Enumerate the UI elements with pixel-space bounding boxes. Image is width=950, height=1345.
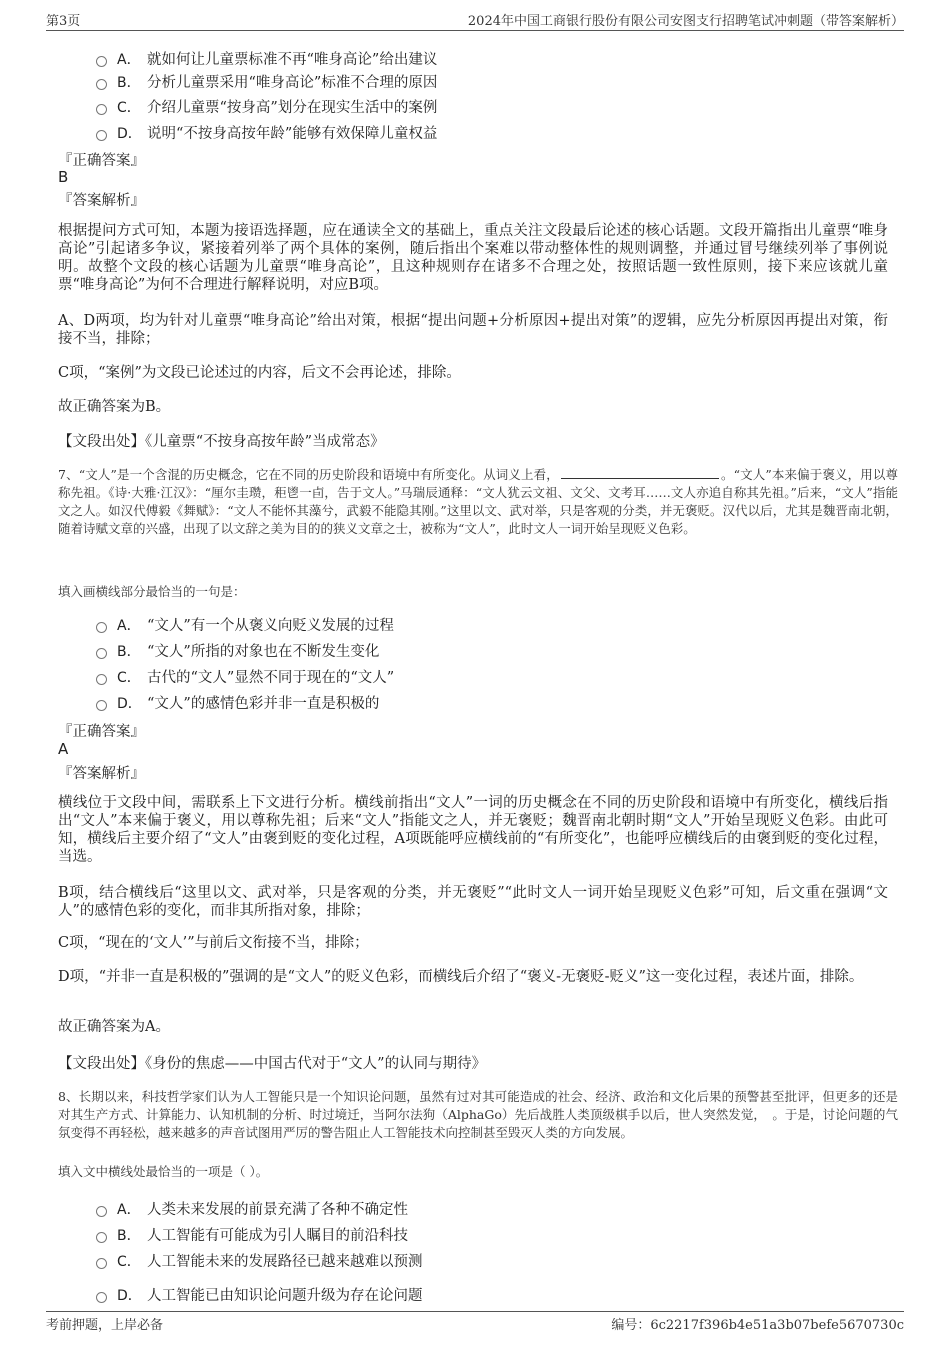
q6-analysis-paragraph: 根据提问方式可知，本题为接语选择题，应在通读全文的基础上，重点关注文段最后论述的核心话题。文段开篇指出儿童票“唯身高论”引起诸多争议，紧接着列举了两个具体的案例，随后指出个案难以带动整体性的规则调整，并通过冒号继续列举了事例说明。故整个文段的核心话题为儿童票“唯身高论”，且这种规则存在诸多不合理之处，按照话题一致性原则，接下来应该就儿童票“唯身高论”为何不合理进行解释说明，对应B项。 — [58, 223, 888, 293]
q6-analysis-label: 『答案解析』 — [58, 193, 145, 209]
document-title: 2024年中国工商银行股份有限公司安图支行招聘笔试冲刺题（带答案解析） — [467, 14, 904, 29]
q7-option-d[interactable]: D． “文人”的感情色彩并非一直是积极的 — [96, 692, 379, 713]
radio-icon[interactable] — [96, 1258, 107, 1269]
q8-option-a[interactable]: A． 人类未来发展的前景充满了各种不确定性 — [96, 1198, 408, 1219]
q6-option-d[interactable]: D． 说明“不按身高按年龄”能够有效保障儿童权益 — [96, 122, 437, 143]
document-id: 编号：6c2217f396b4e51a3b07befe5670730c — [611, 1318, 904, 1333]
radio-icon[interactable] — [96, 700, 107, 711]
q6-answer-label: 『正确答案』 — [58, 153, 145, 169]
q7-option-c[interactable]: C． 古代的“文人”显然不同于现在的“文人” — [96, 666, 394, 687]
q7-answer: A — [58, 740, 69, 758]
q7-analysis-paragraph: 故正确答案为A。 — [58, 1019, 170, 1035]
radio-icon[interactable] — [96, 79, 107, 90]
radio-icon[interactable] — [96, 648, 107, 659]
radio-icon[interactable] — [96, 1292, 107, 1303]
q7-option-b[interactable]: B． “文人”所指的对象也在不断发生变化 — [96, 640, 379, 661]
radio-icon[interactable] — [96, 674, 107, 685]
q7-analysis-paragraph: D项，“并非一直是积极的”强调的是“文人”的贬义色彩，而横线后介绍了“褒义-无褒贬-贬义”这一变化过程，表述片面，排除。 — [58, 969, 864, 985]
page-number: 第3页 — [46, 14, 81, 29]
q6-option-c[interactable]: C． 介绍儿童票“按身高”划分在现实生活中的案例 — [96, 96, 437, 117]
q7-prompt: 填入画横线部分最恰当的一句是： — [58, 584, 246, 599]
header-divider — [46, 30, 904, 31]
footer-slogan: 考前押题，上岸必备 — [46, 1318, 164, 1333]
q7-answer-label: 『正确答案』 — [58, 724, 145, 740]
q6-option-b[interactable]: B． 分析儿童票采用“唯身高论”标准不合理的原因 — [96, 71, 437, 92]
q6-option-a[interactable]: A． 就如何让儿童票标准不再“唯身高论”给出建议 — [96, 48, 437, 69]
q7-analysis-paragraph: C项，“现在的‘文人’”与前后文衔接不当，排除； — [58, 935, 369, 951]
fill-blank — [561, 466, 719, 479]
radio-icon[interactable] — [96, 1232, 107, 1243]
radio-icon[interactable] — [96, 56, 107, 67]
q7-question-text: 7、“文人”是一个含混的历史概念，它在不同的历史阶段和语境中有所变化。从词义上看， 。“文人”本来偏于褒义，用以尊称先祖。《诗·大雅·江汉》：“厘尔圭瓒，秬鬯一卣，告于文人。”马瑞辰通释：“文人犹云文祖、文父、文考耳……文人亦追自称其先祖。”后来，“文人”指能文之人。如汉代傅毅《舞赋》：“文人不能怀其藻兮，武毅不能隐其刚。”这里以文、武对举，只是客观的分类，并无褒贬。汉代以后，尤其是魏晋南北朝，随着诗赋文章的兴盛，出现了以文辞之美为目的的狭义文章之士，被称为“文人”，此时文人一词开始呈现贬义色彩。 — [58, 467, 898, 536]
radio-icon[interactable] — [96, 622, 107, 633]
q6-analysis-paragraph: C项，“案例”为文段已论述过的内容，后文不会再论述，排除。 — [58, 365, 461, 381]
q8-option-d[interactable]: D． 人工智能已由知识论问题升级为存在论问题 — [96, 1284, 423, 1305]
footer-divider — [46, 1311, 904, 1312]
radio-icon[interactable] — [96, 1206, 107, 1217]
q7-analysis-paragraph: B项，结合横线后“这里以文、武对举，只是客观的分类，并无褒贬”“此时文人一词开始呈现贬义色彩”可知，后文重在强调“文人”的感情色彩的变化，而非其所指对象，排除； — [58, 885, 888, 919]
q8-prompt: 填入文中横线处最恰当的一项是（ ）。 — [58, 1164, 269, 1179]
q8-option-b[interactable]: B． 人工智能有可能成为引人瞩目的前沿科技 — [96, 1224, 408, 1245]
q8-option-c[interactable]: C． 人工智能未来的发展路径已越来越难以预测 — [96, 1250, 423, 1271]
q7-option-a[interactable]: A． “文人”有一个从褒义向贬义发展的过程 — [96, 614, 394, 635]
radio-icon[interactable] — [96, 130, 107, 141]
q6-analysis-paragraph: A、D两项，均为针对儿童票“唯身高论”给出对策，根据“提出问题+分析原因+提出对策”的逻辑，应先分析原因再提出对策，衔接不当，排除； — [58, 313, 888, 347]
q7-analysis-label: 『答案解析』 — [58, 766, 145, 782]
radio-icon[interactable] — [96, 104, 107, 115]
q7-source: 【文段出处】《身份的焦虑——中国古代对于“文人”的认同与期待》 — [58, 1056, 487, 1072]
q6-answer: B — [58, 168, 69, 186]
q8-question-text: 8、长期以来，科技哲学家们认为人工智能只是一个知识论问题，虽然有过对其可能造成的社会、经济、政治和文化后果的预警甚至批评，但更多的还是对其生产方式、计算能力、认知机制的分析、时过境迁，当阿尔法狗（AlphaGo）先后战胜人类顶级棋手以后，世人突然发觉， 。于是，讨论问题的气氛变得不再轻松，越来越多的声音试图用严厉的警告阻止人工智能技术向控制甚至毁灭人类的方向发展。 — [58, 1089, 898, 1140]
q6-analysis-paragraph: 故正确答案为B。 — [58, 399, 171, 415]
q6-source: 【文段出处】《儿童票“不按身高按年龄”当成常态》 — [58, 434, 385, 450]
q7-analysis-paragraph: 横线位于文段中间，需联系上下文进行分析。横线前指出“文人”一词的历史概念在不同的历史阶段和语境中有所变化，横线后指出“文人”本来偏于褒义，用以尊称先祖；后来“文人”指能文之人，并无褒贬；魏晋南北朝时期“文人”开始呈现贬义色彩。由此可知，横线后主要介绍了“文人”由褒到贬的变化过程，A项既能呼应横线前的“有所变化”，也能呼应横线后的由褒到贬的变化过程，当选。 — [58, 795, 888, 865]
